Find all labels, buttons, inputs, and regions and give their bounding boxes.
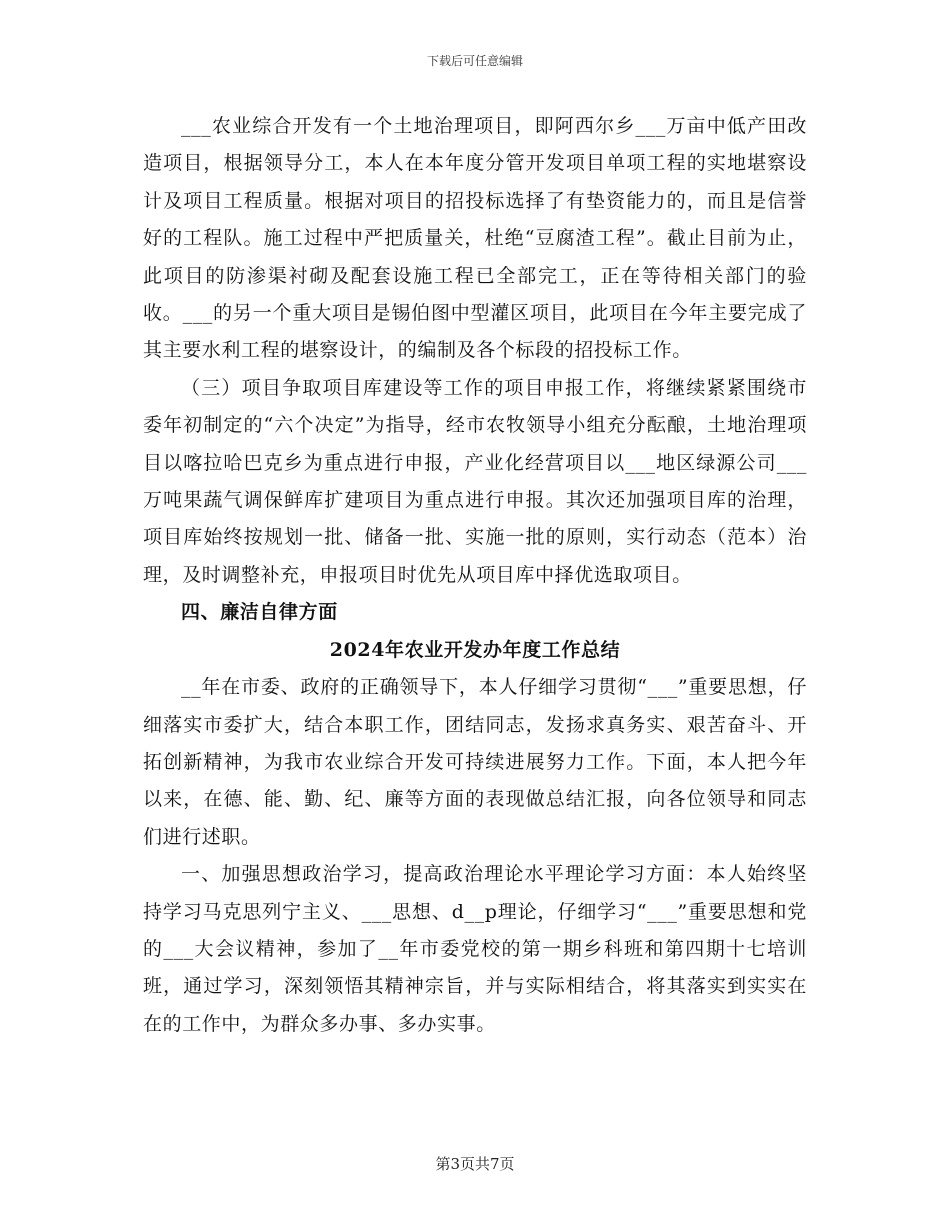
document-body	[143, 108, 807, 1043]
paragraph-political-study: 一、加强思想政治学习，提高政治理论水平理论学习方面：本人始终坚持学习马克思列宁主义、___思想、d__p理论，仔细学习“___”重要思想和党的___大会议精神，参加了__年市委党校的第一期乡科班和第四期十七培训班，通过学习，深刻领悟其精神宗旨，并与实际相结合，将其落实到实实在在的工作中，为群众多办事、多办实事。	[143, 863, 807, 1035]
paragraph-project-application: （三）项目争取项目库建设等工作的项目申报工作，将继续紧紧围绕市委年初制定的“六个决定”为指导，经市农牧领导小组充分酝酿，土地治理项目以喀拉哈巴克乡为重点进行申报，产业化经营项目以___地区绿源公司___万吨果蔬气调保鲜库扩建项目为重点进行申报。其次还加强项目库的治理，项目库始终按规划一批、储备一批、实施一批的原则，实行动态（范本）治理，及时调整补充，申报项目时优先从项目库中择优选取项目。	[143, 376, 807, 586]
paragraph-intro: __年在市委、政府的正确领导下，本人仔细学习贯彻“___”重要思想，仔细落实市委扩大，结合本职工作，团结同志，发扬求真务实、艰苦奋斗、开拓创新精神，为我市农业综合开发可持续进展努力工作。下面，本人把今年以来，在德、能、勤、纪、廉等方面的表现做总结汇报，向各位领导和同志们进行述职。	[143, 676, 807, 848]
page-header: 下载后可任意编辑	[426, 54, 523, 68]
section-heading-integrity: 四、廉洁自律方面	[181, 601, 338, 624]
document-title: 2024年农业开发办年度工作总结	[329, 638, 621, 661]
page-number: 第3页共7页	[435, 1155, 515, 1173]
paragraph-land-project: ___农业综合开发有一个土地治理项目，即阿西尔乡___万亩中低产田改造项目，根据领导分工，本人在本年度分管开发项目单项工程的实地堪察设计及项目工程质量。根据对项目的招投标选择了有垫资能力的，而且是信誉好的工程队。施工过程中严把质量关，杜绝“豆腐渣工程”。截止目前为止，此项目的防渗渠衬砌及配套设施工程已全部完工，正在等待相关部门的验收。___的另一个重大项目是锡伯图中型灌区项目，此项目在今年主要完成了其主要水利工程的堪察设计，的编制及各个标段的招投标工作。	[143, 115, 807, 362]
